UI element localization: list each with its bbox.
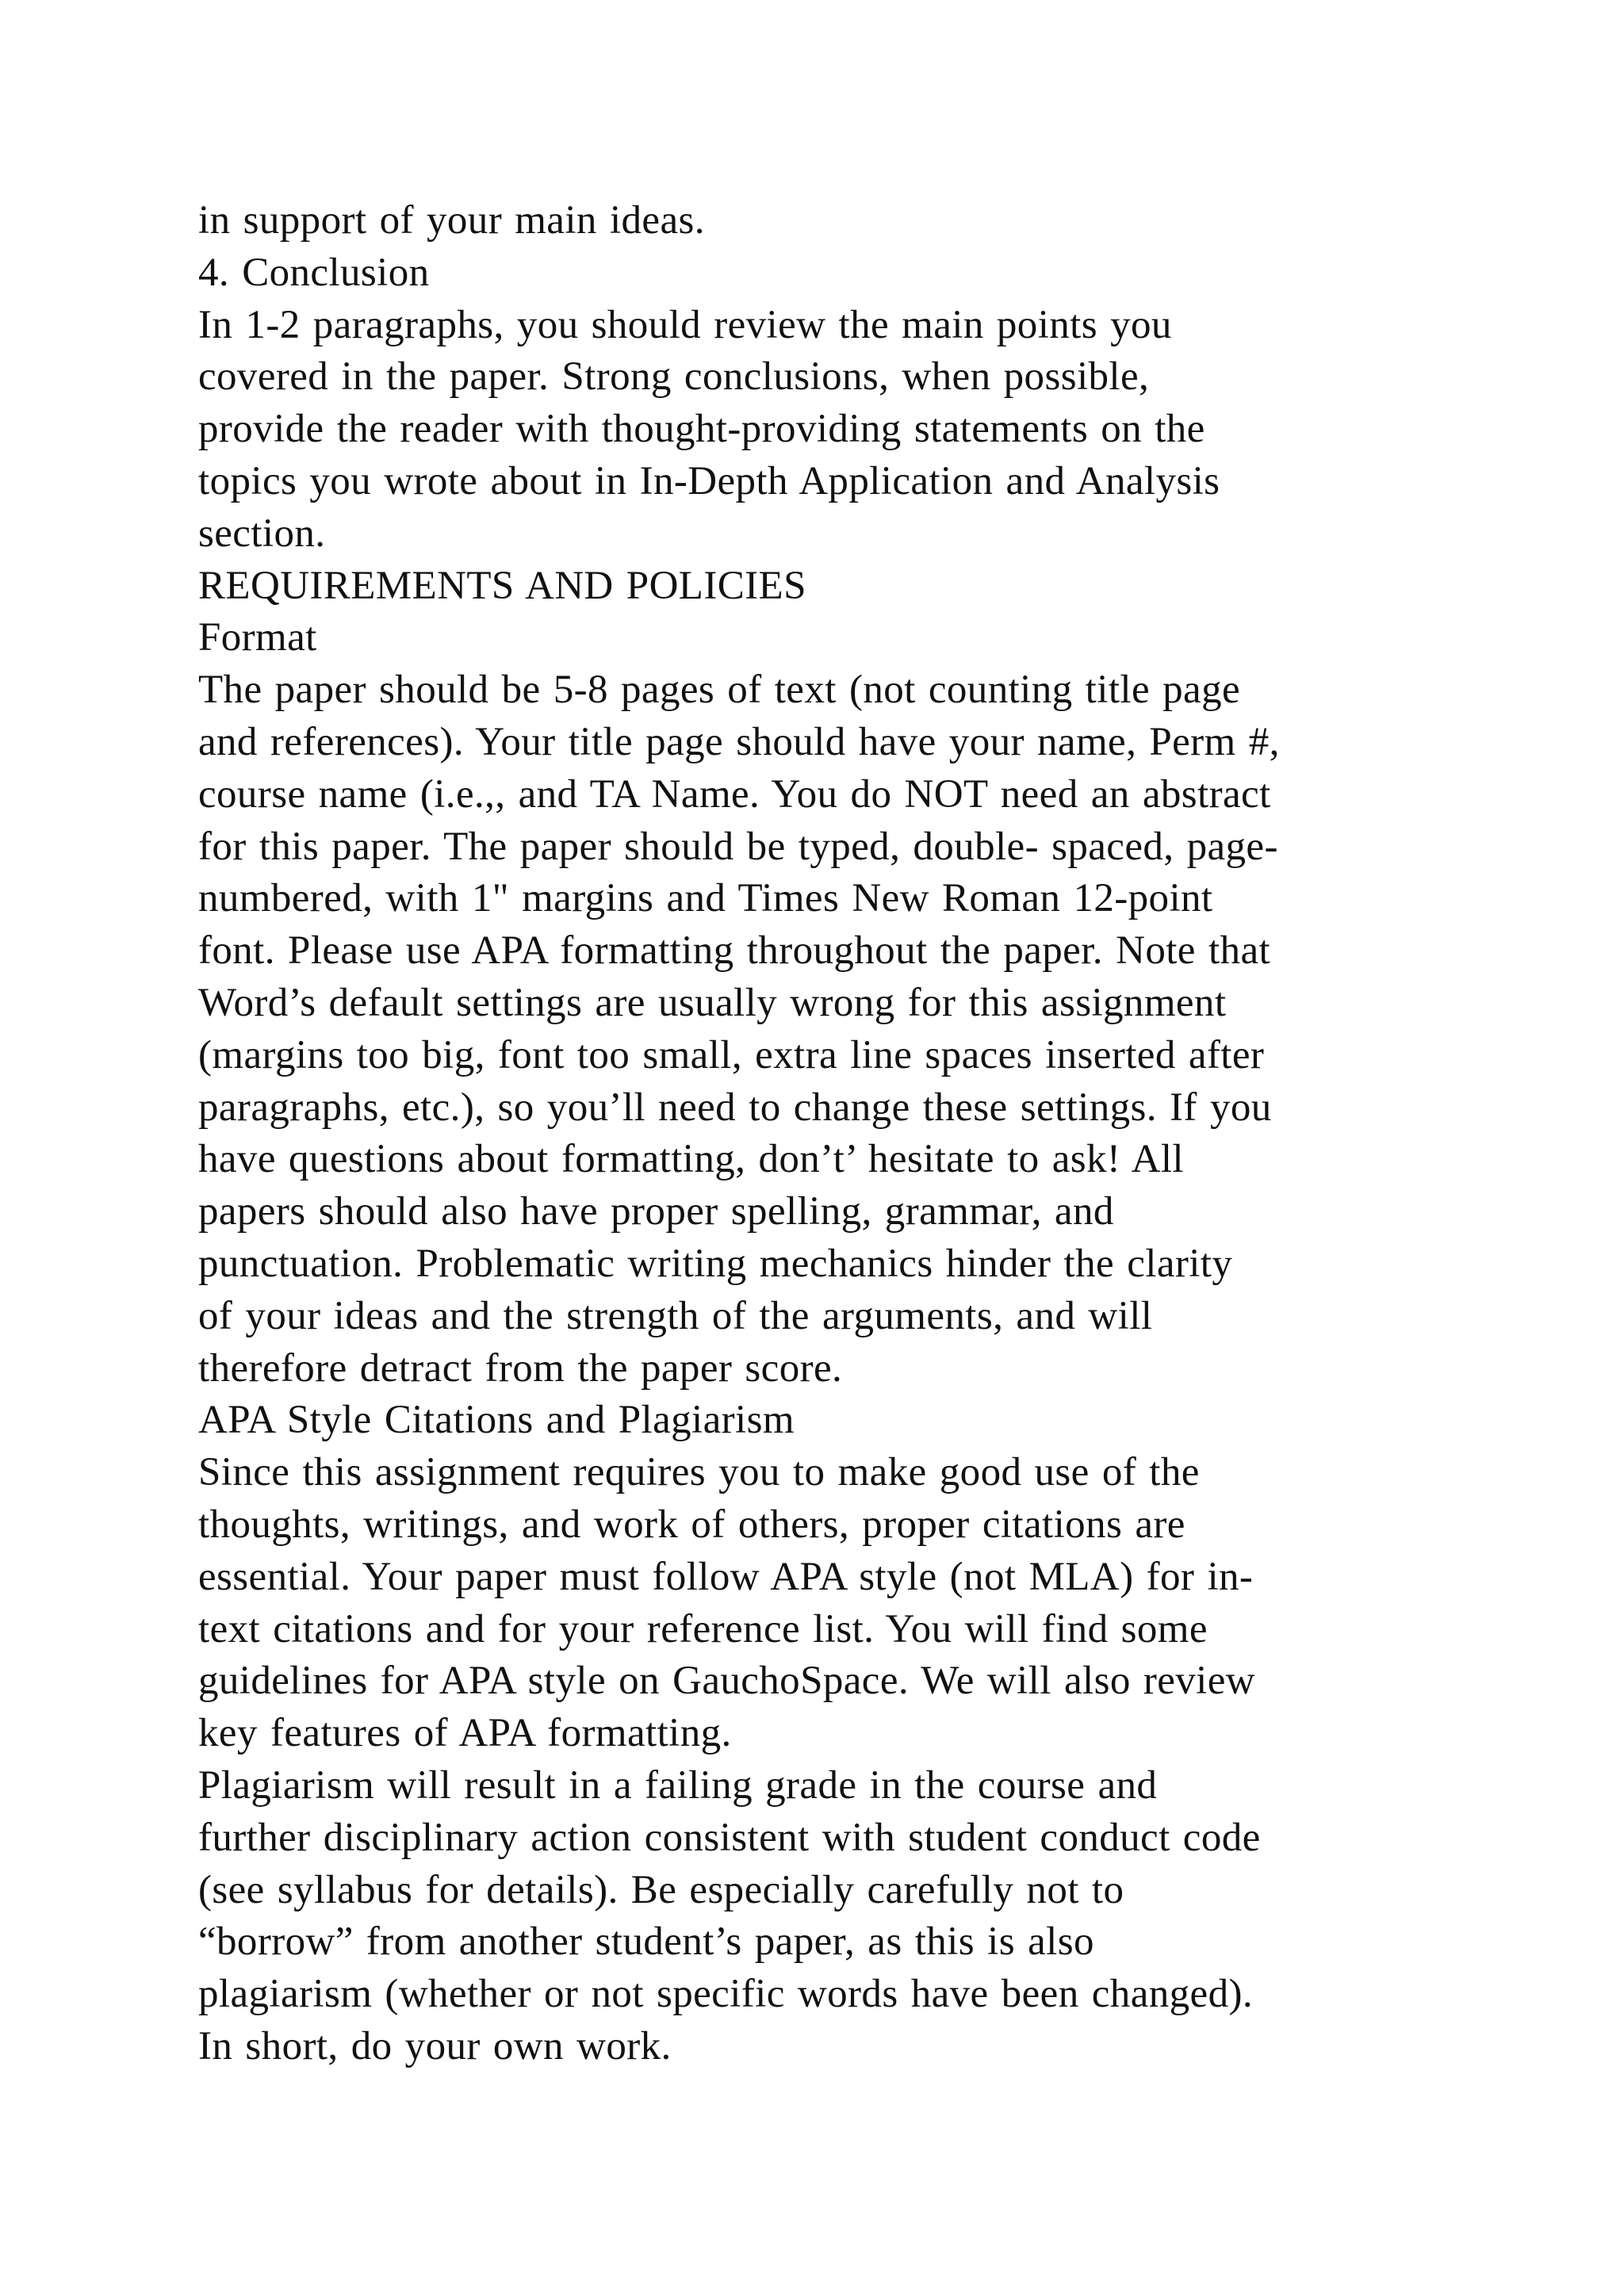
text-line: (margins too big, font too small, extra line spaces inserted after: [198, 1032, 1265, 1077]
text-line: The paper should be 5-8 pages of text (not counting title page: [198, 668, 1241, 713]
text-line: Word’s default settings are usually wrong for this assignment: [198, 980, 1227, 1025]
section-heading-requirements: REQUIREMENTS AND POLICIES: [198, 563, 806, 608]
text-line: guidelines for APA style on GauchoSpace. We will also review: [198, 1659, 1256, 1704]
text-line: for this paper. The paper should be typed, double- spaced, page-: [198, 824, 1278, 869]
text-line: Since this assignment requires you to make good use of the: [198, 1450, 1200, 1495]
text-line: plagiarism (whether or not specific words have been changed).: [198, 1972, 1253, 2017]
text-line: key features of APA formatting.: [198, 1711, 732, 1756]
text-line: paragraphs, etc.), so you’ll need to change these settings. If you: [198, 1085, 1272, 1130]
text-line: covered in the paper. Strong conclusions, when possible,: [198, 354, 1150, 400]
text-line: section.: [198, 511, 326, 556]
text-line: topics you wrote about in In-Depth Application and Analysis: [198, 458, 1220, 503]
subheading-format: Format: [198, 615, 317, 660]
text-line: papers should also have proper spelling, grammar, and: [198, 1189, 1114, 1234]
text-line: course name (i.e.,, and TA Name. You do NOT need an abstract: [198, 771, 1271, 817]
text-line: further disciplinary action consistent with student conduct code: [198, 1815, 1261, 1860]
text-line: “borrow” from another student’s paper, as this is also: [198, 1919, 1094, 1965]
text-line: essential. Your paper must follow APA style (not MLA) for in-: [198, 1554, 1254, 1599]
text-line: (see syllabus for details). Be especially carefully not to: [198, 1867, 1124, 1912]
text-line: provide the reader with thought-providing statements on the: [198, 407, 1205, 452]
text-line: have questions about formatting, don’t’ hesitate to ask! All: [198, 1137, 1184, 1182]
text-line: text citations and for your reference list. You will find some: [198, 1606, 1208, 1651]
text-line: punctuation. Problematic writing mechanics hinder the clarity: [198, 1241, 1233, 1286]
text-line: thoughts, writings, and work of others, proper citations are: [198, 1502, 1185, 1547]
text-line: therefore detract from the paper score.: [198, 1345, 843, 1391]
text-line: and references). Your title page should have your name, Perm #,: [198, 719, 1280, 764]
text-line: of your ideas and the strength of the arguments, and will: [198, 1293, 1153, 1338]
document-text: [198, 195, 1546, 2073]
text-line: Plagiarism will result in a failing grade in the course and: [198, 1762, 1158, 1808]
text-line: font. Please use APA formatting throughout the paper. Note that: [198, 928, 1271, 974]
section-heading-conclusion: 4. Conclusion: [198, 250, 430, 295]
text-line: In 1-2 paragraphs, you should review the main points you: [198, 302, 1172, 347]
text-line: in support of your main ideas.: [198, 198, 705, 243]
subheading-apa-citations: APA Style Citations and Plagiarism: [198, 1398, 795, 1443]
text-line: In short, do your own work.: [198, 2023, 672, 2068]
text-line: numbered, with 1" margins and Times New Roman 12-point: [198, 876, 1213, 921]
